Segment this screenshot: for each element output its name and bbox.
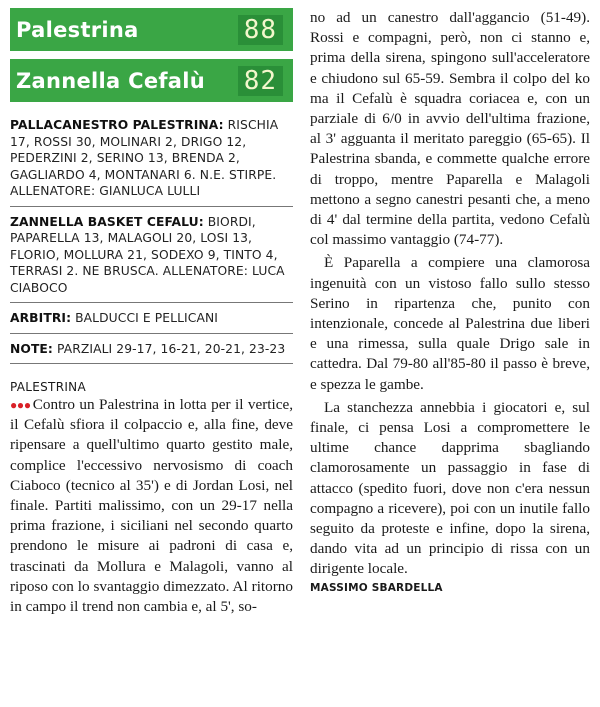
article-paragraph: Contro un Palestrina in lotta per il vertice, il Cefalù sfiora il colpaccio e, alla fine, deve ripensare a quell'ultimo quarto gestito male, complice l'eccessivo nervosismo di coach Ciaboco (tecnico al 35') e di Jordan Losi, nel finale. Partiti malissimo, con un 29-17 nella prima frazione, i siciliani nel secondo quarto prendono le misure ai padroni di casa e, trascinati da Mollura e Malagoli, vanno al riposo con lo svantaggio dimezzato. Al ritorno in campo il trend non cambia e, al 5', so- [10, 396, 294, 616]
score-home [10, 8, 293, 51]
referees-label: ARBITRI: [10, 311, 72, 325]
article-paragraph: La stanchezza annebbia i giocatori e, sul finale, ci pensa Losi a compromettere le ultime chance dapprima sbagliando clamorosamente un passaggio in fase di attacco (spedito fuori, dove non c'era nessun compagno a ricevere), poi con un inutile fallo seguito da proteste e infine, dopo la sirena, dando vita ad un principio di rissa con un dirigente locale. [310, 398, 590, 578]
article-body-right [310, 8, 590, 580]
home-roster [10, 110, 293, 207]
article-body-left [10, 395, 293, 617]
bullet-dots-icon: ●●● [10, 398, 31, 412]
away-team-score: 82 [238, 66, 283, 96]
author-signature: MASSIMO SBARDELLA [310, 581, 443, 594]
notes-text: PARZIALI 29-17, 16-21, 20-21, 23-23 [52, 341, 286, 356]
away-roster-label: ZANNELLA BASKET CEFALU: [10, 214, 204, 229]
home-team-name: Palestrina [16, 17, 139, 42]
article-paragraph: È Paparella a compiere una clamorosa ingenuità con un vistoso fallo sullo stesso Serino in ripartenza che, punito con intenzionale, concede al Palestrina due liberi e una rimessa, sulla quale Drigo sale in cattedra. Dal 79-80 all'85-80 il passo è breve, e spezza le gambe. [310, 254, 590, 393]
away-team-name: Zannella Cefalù [16, 68, 206, 93]
notes-label: NOTE: [10, 341, 53, 356]
left-column [10, 8, 293, 617]
referees-text: BALDUCCI E PELLICANI [71, 311, 218, 325]
referees [10, 303, 293, 334]
article-kicker: PALESTRINA [10, 380, 86, 394]
home-roster-label: PALLACANESTRO PALESTRINA: [10, 118, 224, 132]
article-paragraph: no ad un canestro dall'aggancio (51-49). Rossi e compagni, però, non ci stanno e, prima della sirena, spingono sull'acceleratore e chiudono sul 65-59. Sembra il colpo del ko ma il Cefalù è squadra coriacea e, con un parziale di 6/0 in avvio dell'ultima frazione, al 3' agguanta il meritato pareggio (65-65). Il Palestrina sbanda, e commette qualche errore di troppo, mentre Paparella e Malagoli mettono a segno canestri pesanti che, a meno di 4' dal termine della partita, vedono Cefalù col massimo vantaggio (74-77). [310, 9, 590, 249]
away-roster [10, 207, 293, 304]
notes [10, 334, 293, 365]
right-column [310, 8, 590, 594]
home-roster-text: RISCHIA 17, ROSSI 30, MOLINARI 2, DRIGO 12, PEDERZINI 2, SERINO 13, BRENDA 2, GAGLIARDO 4, MONTANARI 6. N.E. STIRPE. ALLENATORE: GIANLUCA LULLI [10, 118, 279, 198]
home-team-score: 88 [238, 15, 283, 45]
score-away [10, 59, 293, 102]
away-roster-text: BIORDI, PAPARELLA 13, MALAGOLI 20, LOSI 13, FLORIO, MOLLURA 21, SODEXO 9, TINTO 4, TERRASI 2. NE BRUSCA. ALLENATORE: LUCA CIABOCO [10, 214, 285, 295]
